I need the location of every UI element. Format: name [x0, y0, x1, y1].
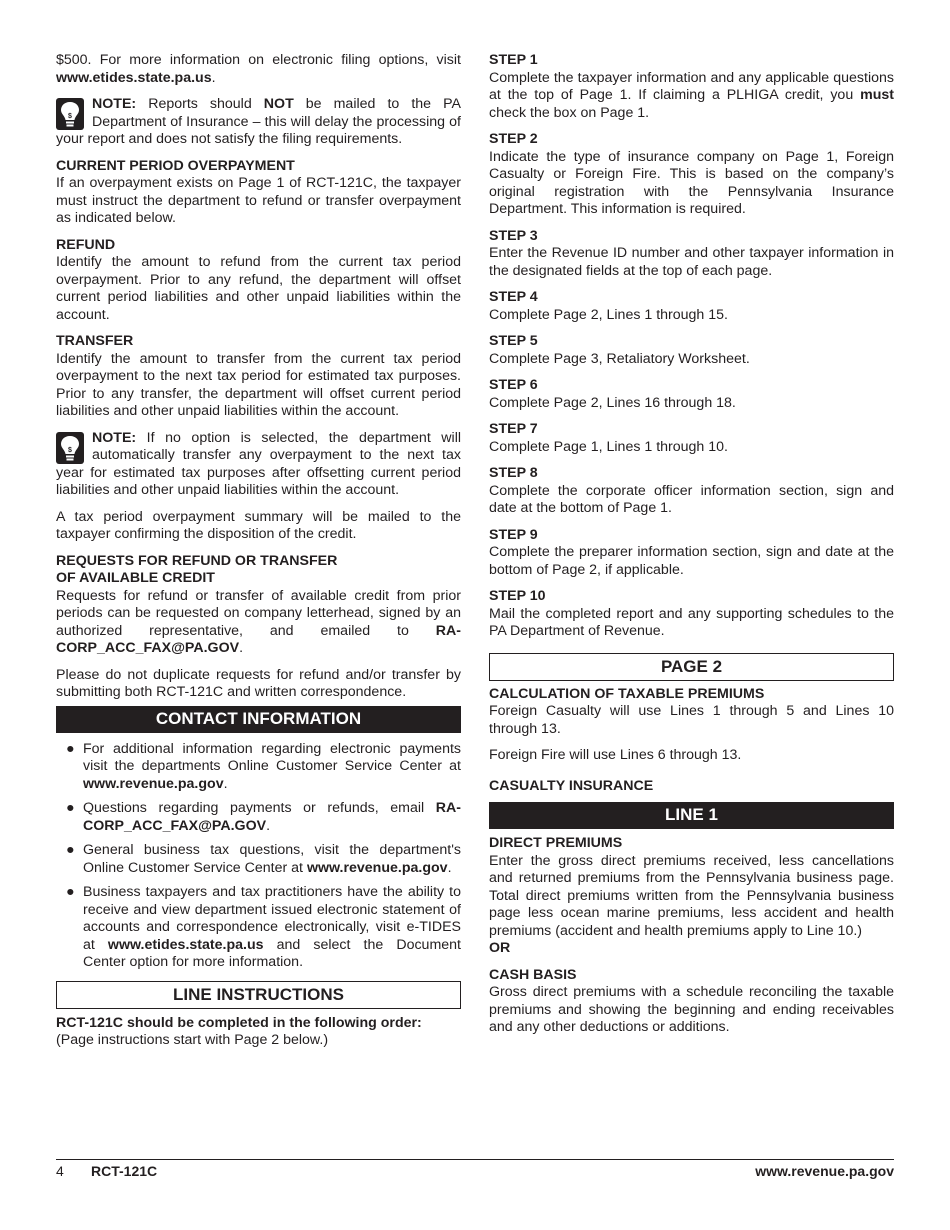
summary-text: A tax period overpayment summary will be mailed to the taxpayer confirming the disposition of the credit.: [56, 508, 461, 542]
footer-url[interactable]: www.revenue.pa.gov: [755, 1163, 894, 1179]
note-insurance-dept: $ NOTE: Reports should NOT be mailed to the PA Department of Insurance – this will delay the processing of your report and does not satisfy the filing requirements.: [56, 96, 461, 147]
lightbulb-icon: [56, 98, 84, 130]
lightbulb-icon: [56, 432, 84, 464]
step-item: STEP 5 Complete Page 3, Retaliatory Worksheet.: [489, 333, 750, 367]
svg-text:$: $: [68, 113, 72, 120]
list-item: ● Questions regarding payments or refunds, email RA-CORP_ACC_FAX@PA.GOV.: [66, 800, 461, 834]
cash-basis-heading: CASH BASIS: [489, 966, 577, 983]
revenue-link[interactable]: www.revenue.pa.gov: [83, 775, 224, 792]
step-item: STEP 2 Indicate the type of insurance company on Page 1, Foreign Casualty or Foreign Fire. This is based on the company’s original registration with the Pennsylvania Insurance Department. This information is required.: [489, 131, 894, 217]
svg-text:$: $: [68, 446, 72, 454]
refund-text: Identify the amount to refund from the current tax period overpayment. Prior to any refund, the department will offset current period liabilities and other unpaid liabilities within the account.: [56, 254, 461, 323]
right-column: [489, 52, 894, 1037]
line-1-header: LINE 1: [489, 802, 894, 829]
contact-information-header: CONTACT INFORMATION: [56, 706, 461, 733]
step-item: STEP 7 Complete Page 1, Lines 1 through 10.: [489, 421, 728, 455]
page-footer: [56, 1159, 894, 1179]
calc-text-2: Foreign Fire will use Lines 6 through 13.: [489, 747, 742, 763]
calc-heading: CALCULATION OF TAXABLE PREMIUMS: [489, 685, 765, 702]
intro-paragraph: $500. For more information on electronic filing options, visit www.etides.state.pa.us.: [56, 52, 461, 86]
transfer-heading: TRANSFER: [56, 333, 134, 349]
revenue-link[interactable]: www.revenue.pa.gov: [306, 859, 448, 876]
direct-premiums-text: Enter the gross direct premiums received, less cancellations and returned premiums from the Pennsylvania business page. Total direct premiums written from the Pennsylvania business page less ocean marine premiums, less accident and health premiums (accident and health premiums apply to Line 10.): [489, 852, 894, 939]
list-item: ● For additional information regarding electronic payments visit the departments Online Customer Service Center at www.revenue.pa.gov.: [66, 740, 461, 792]
page-number: 4: [56, 1163, 64, 1179]
corp-acc-email[interactable]: RA-CORP_ACC_FAX@PA.GOV: [56, 622, 461, 656]
cash-basis-text: Gross direct premiums with a schedule reconciling the taxable premiums and showing the beginning and ending receivables and any other deductions or additions.: [489, 984, 894, 1035]
form-name: RCT-121C: [91, 1163, 158, 1179]
transfer-text: Identify the amount to transfer from the current tax period overpayment to the next tax period for estimated tax purposes. Prior to any transfer, the department will offset current period liabilities and other unpaid liabilities within the account.: [56, 350, 461, 419]
note-no-option: $ NOTE: If no option is selected, the department will automatically transfer any overpayment to the next tax year for estimated tax purposes after offsetting current period liabilities and other unpaid liabilities within the account.: [56, 429, 461, 498]
corp-acc-email[interactable]: RA-CORP_ACC_FAX@PA.GOV: [83, 800, 461, 834]
step-item: STEP 9 Complete the preparer information section, sign and date at the bottom of Page 2, if applicable.: [489, 526, 894, 578]
refund-heading: REFUND: [56, 236, 116, 253]
requests-heading: REQUESTS FOR REFUND OR TRANSFER OF AVAILABLE CREDIT: [56, 552, 338, 586]
step-item: STEP 3 Enter the Revenue ID number and other taxpayer information in the designated fields at the top of each page.: [489, 227, 894, 279]
left-column: [56, 52, 461, 1050]
contact-list: [56, 741, 461, 972]
requests-text: Requests for refund or transfer of available credit from prior periods can be requested on company letterhead, signed by an authorized representative, and emailed to RA-CORP_ACC_FAX@PA.GOV.: [56, 587, 461, 656]
steps-list: [489, 52, 894, 641]
calc-text-1: Foreign Casualty will use Lines 1 through 5 and Lines 10 through 13.: [489, 703, 894, 737]
duplicate-text: Please do not duplicate requests for refund and/or transfer by submitting both RCT-121C and written correspondence.: [56, 666, 461, 700]
casualty-heading: CASUALTY INSURANCE: [489, 777, 654, 794]
or-text: OR: [489, 940, 511, 956]
page-2-header: PAGE 2: [489, 653, 894, 681]
step-item: STEP 1 Complete the taxpayer information and any applicable questions at the top of Page 1. If claiming a PLHIGA credit, you must check the box on Page 1.: [489, 52, 894, 121]
line-instructions-header: LINE INSTRUCTIONS: [56, 981, 461, 1009]
step-item: STEP 4 Complete Page 2, Lines 1 through 15.: [489, 289, 728, 323]
step-item: STEP 10 Mail the completed report and any supporting schedules to the PA Department of Revenue.: [489, 588, 894, 639]
step-item: STEP 6 Complete Page 2, Lines 16 through 18.: [489, 377, 736, 411]
step-item: STEP 8 Complete the corporate officer information section, sign and date at the bottom of Page 1.: [489, 465, 894, 516]
order-text: (Page instructions start with Page 2 below.): [56, 1032, 329, 1048]
direct-premiums-heading: DIRECT PREMIUMS: [489, 835, 623, 851]
cpo-heading: CURRENT PERIOD OVERPAYMENT: [56, 157, 295, 174]
list-item: ● Business taxpayers and tax practitioners have the ability to receive and view department issued electronic statement of accounts and correspondence electronically, visit e-TIDES at www.etides.state.pa.us and select the Document Center option for more information.: [66, 884, 461, 970]
etides-link[interactable]: www.etides.state.pa.us: [107, 936, 264, 953]
cpo-text: If an overpayment exists on Page 1 of RCT-121C, the taxpayer must instruct the department to refund or transfer overpayment as indicated below.: [56, 175, 461, 226]
list-item: ● General business tax questions, visit the department's Online Customer Service Center at www.revenue.pa.gov.: [66, 842, 461, 876]
order-bold: RCT-121C should be completed in the following order:: [56, 1014, 422, 1031]
etides-link[interactable]: www.etides.state.pa.us: [56, 69, 212, 86]
